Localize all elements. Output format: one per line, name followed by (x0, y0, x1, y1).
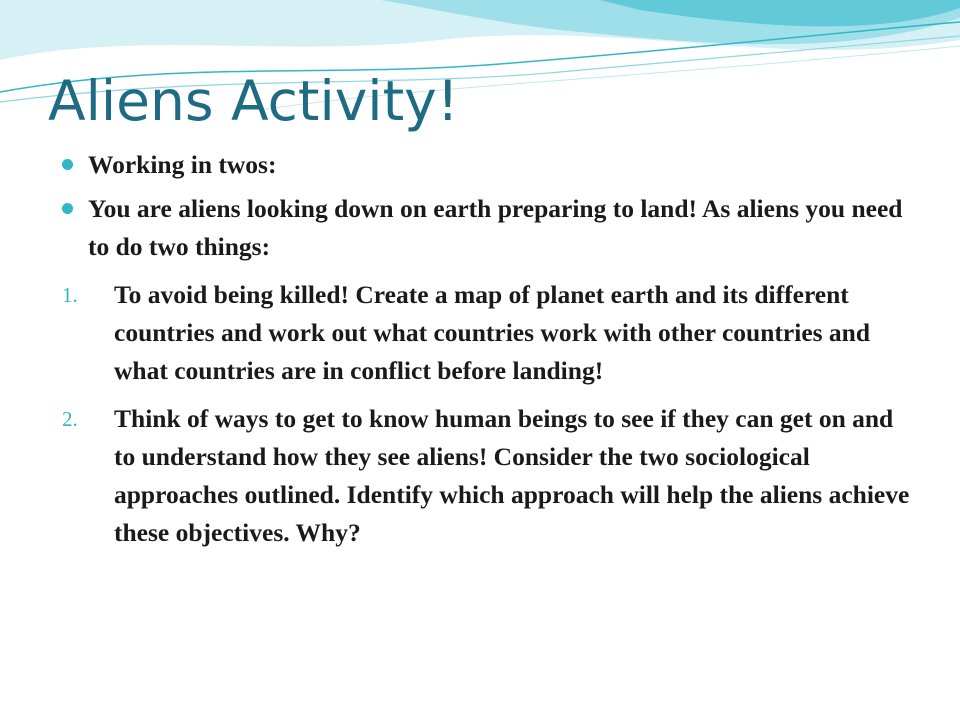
slide-title: Aliens Activity! (48, 69, 459, 133)
numbered-item (62, 400, 912, 552)
slide-body (62, 146, 912, 552)
bullet-text: You are aliens looking down on earth preparing to land! As aliens you need to do two things: (88, 194, 903, 261)
numbered-text: Think of ways to get to know human beings to see if they can get on and to understand how they see aliens! Consider the two sociological approaches outlined. Identify which approach will help the aliens achieve these objectives. Why? (114, 404, 910, 547)
numbered-item (62, 276, 912, 390)
bullet-item (62, 146, 912, 184)
numbered-text: To avoid being killed! Create a map of planet earth and its different countries and work out what countries work with other countries and what countries are in conflict before landing! (114, 280, 871, 385)
bullet-dot-icon (62, 203, 73, 214)
bullet-dot-icon (62, 159, 73, 170)
number-marker: 2. (62, 407, 78, 431)
bullet-text: Working in twos: (88, 150, 277, 179)
bullet-item (62, 190, 912, 266)
number-marker: 1. (62, 283, 78, 307)
